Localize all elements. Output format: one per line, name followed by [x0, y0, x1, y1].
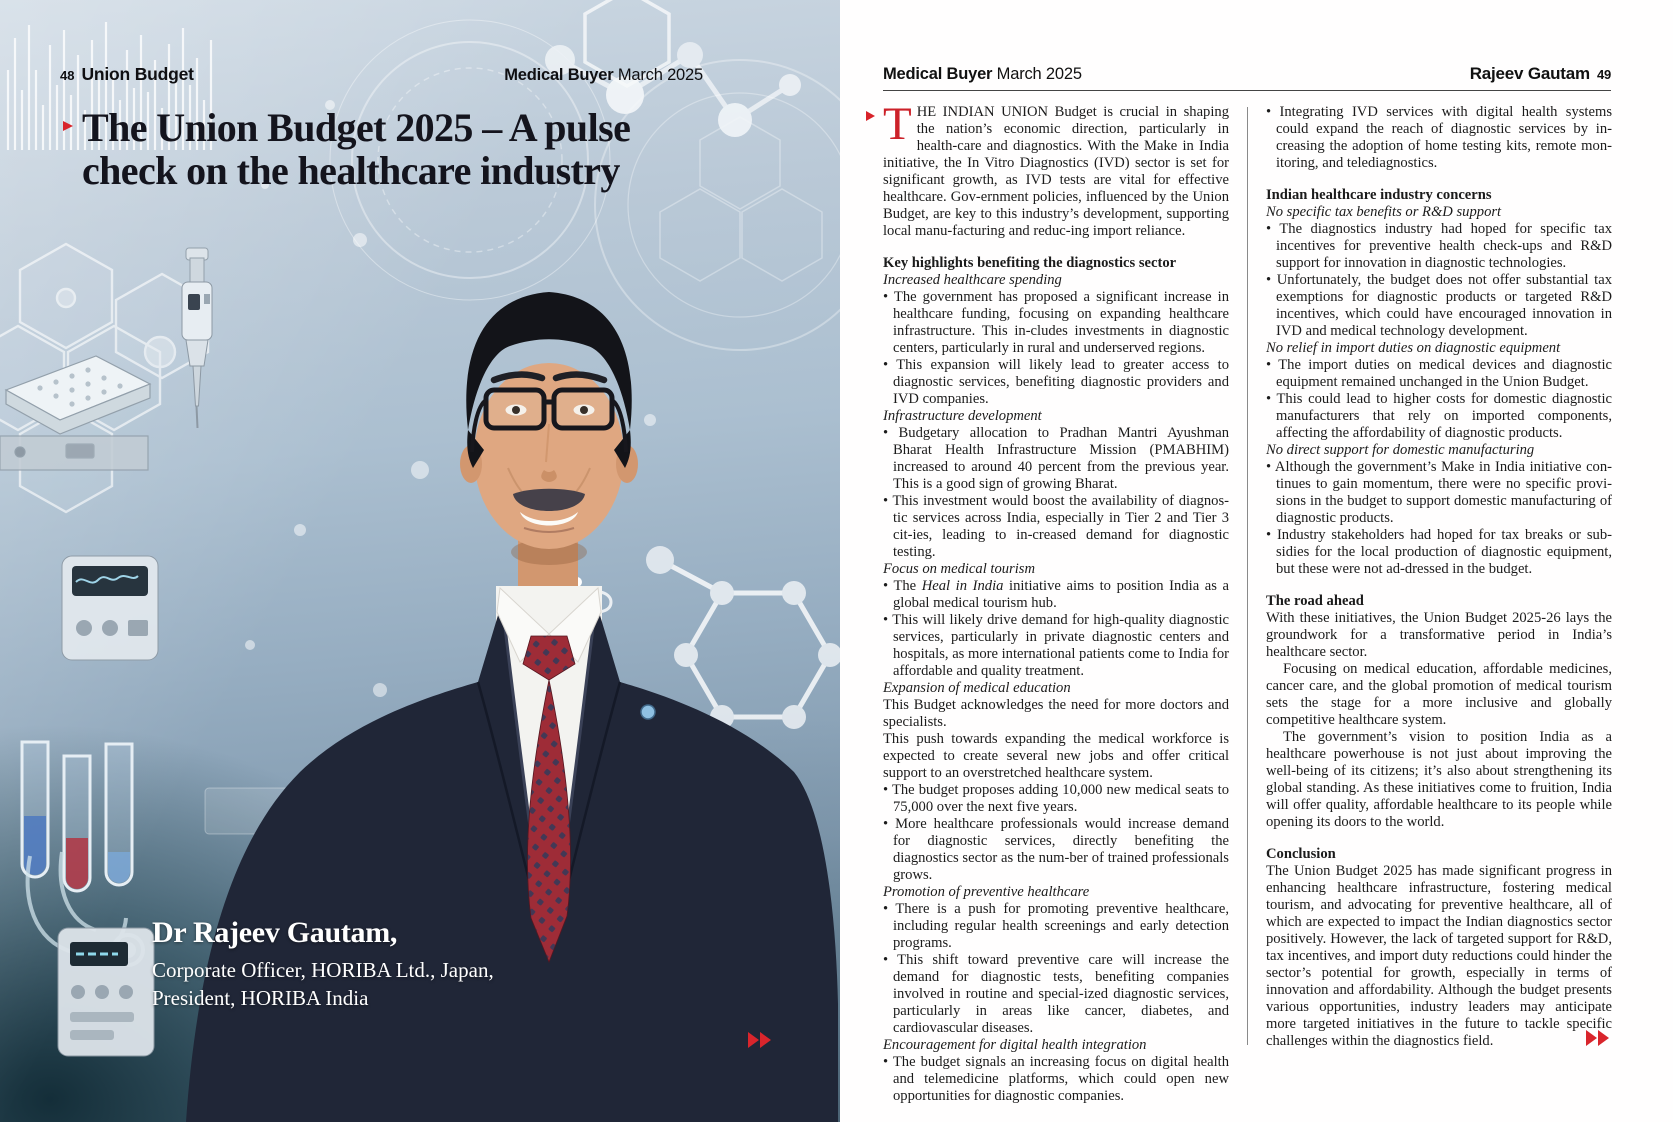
- article-subheading: Focus on medical tourism: [883, 561, 1036, 577]
- bullet-glyph: •: [883, 289, 894, 305]
- issue-date: March 2025: [617, 66, 703, 84]
- article-para-indent: Focusing on medical education, affordable medicines, cancer care, and the global promotion of medical tourism sets the stage for a more inclusive and globally competitive healthcare system.: [1266, 661, 1612, 728]
- article-bullet: • This shift toward preventive care will increase the demand for diagnostic tests, benefiting companies involved in routine and special-ized diagnostic services, particularly in areas like cancer, diabetes, and cardiovascular diseases.: [883, 952, 1230, 1036]
- bullet-glyph: •: [1266, 357, 1279, 373]
- article-bullet: • Industry stakeholders had hoped for tax breaks or sub-sidies for the local production of diagnostic equipment, but these were not ad-dressed in the budget.: [1266, 527, 1612, 577]
- author-caption: [152, 916, 494, 1012]
- article-bullet: • The import duties on medical devices and diagnostic equipment remained unchanged in the Union Budget.: [1266, 357, 1612, 390]
- lapel-pin: [641, 705, 655, 719]
- section-label: Union Budget: [81, 64, 194, 84]
- page-number-left: 48: [60, 68, 75, 83]
- article-bullet: • The budget proposes adding 10,000 new medical seats to 75,000 over the next five years.: [883, 782, 1229, 815]
- article-para: With these initiatives, the Union Budget 2025-26 lays the groundwork for a transformative period in India’s healthcare sector.: [1266, 610, 1612, 660]
- article-para-indent: The government’s vision to position India as a healthcare powerhouse is not just about improving the well-being of its citizens; it’s also about strengthening its global standing. As these initiatives come to fruition, India will offer quality, affordable healthcare to its people while opening its doors to the world.: [1266, 729, 1612, 830]
- article-subheading: Encouragement for digital health integration: [883, 1037, 1147, 1053]
- article-column-1: [883, 98, 1230, 1105]
- article-title: [82, 106, 630, 192]
- article-bullet: • Budgetary allocation to Pradhan Mantri Ayushman Bharat Health Infrastructure Mission (PMABHIM) increased to around 40 percent from the previous year. This is a good sign of growing Bharat.: [883, 425, 1229, 492]
- article-end-arrows-icon: [1586, 1030, 1612, 1046]
- magazine-name: Medical Buyer: [883, 65, 993, 83]
- article-heading: Conclusion: [1266, 846, 1336, 862]
- article-subheading: No relief in import duties on diagnostic equipment: [1266, 340, 1561, 356]
- bullet-glyph: •: [883, 782, 892, 798]
- article-bullet: • The diagnostics industry had hoped for specific tax incentives for preventive health check-ups and R&D support for innovation in diagnostic technologies.: [1266, 221, 1613, 271]
- page-number-right: 49: [1596, 67, 1611, 82]
- article-heading: Indian healthcare industry concerns: [1266, 187, 1492, 203]
- bullet-glyph: •: [883, 493, 893, 509]
- column-divider: [1247, 107, 1248, 1045]
- article-body: [883, 98, 1613, 1105]
- bullet-glyph: •: [883, 952, 898, 968]
- bullet-glyph: •: [883, 612, 893, 628]
- article-bullet: • Although the government’s Make in India initiative con-tinues to gain momentum, there were no specific provi-sions in the budget to support domestic manufacturing of diagnostic products.: [1266, 459, 1613, 526]
- article-bullet: • This could lead to higher costs for domestic diagnostic manufacturers that rely on imported components, affecting the affordability of diagnostic products.: [1266, 391, 1613, 441]
- left-page-header: [60, 64, 703, 85]
- article-para: The Union Budget 2025 has made significant progress in enhancing healthcare infrastructure, fostering medical tourism, and advocating for preventive healthcare, all of which are expected to impact the Indian diagnostics sector positively. However, the lack of targeted support for R&D, tax incentives, and import duty reductions could hinder the sector’s potential for growth, especially in terms of innovation and affordability. Although the budget presents various opportunities, industry leaders may anticipate more targeted initiatives in the future to tackle specific challenges within the diagnostics field.: [1266, 863, 1612, 1049]
- bullet-glyph: •: [883, 357, 897, 373]
- article-bullet: • Integrating IVD services with digital health systems could expand the reach of diagnostic services by in-creasing the adoption of home testing kits, remote mon-itoring, and telediagnostics.: [1266, 104, 1612, 171]
- article-bullet: • This expansion will likely lead to greater access to diagnostic services, benefiting diagnostic providers and IVD companies.: [883, 357, 1229, 407]
- bullet-glyph: •: [1266, 391, 1277, 407]
- article-title-line1: The Union Budget 2025 – A pulse: [82, 105, 631, 150]
- bullet-glyph: •: [883, 901, 896, 917]
- paragraph-start-marker-icon: [866, 111, 875, 121]
- article-lead: THE INDIAN UNION Budget is crucial in shaping the nation’s economic direction, particularly in health-care and diagnostics. With the Make in India initiative, the In Vitro Diagnostics (IVD) sector is set for significant growth, as IVD tests are vital for effective healthcare. Gov-ernment policies, influenced by the Union Budget, are key to this industry’s development, supporting local manu-facturing and reduc-ing import reliance.: [883, 98, 1229, 239]
- header-rule: [883, 90, 1611, 91]
- article-subheading: Infrastructure development: [883, 408, 1042, 424]
- right-page-header: [883, 64, 1611, 84]
- article-heading: Key highlights benefiting the diagnostics sector: [883, 255, 1177, 271]
- magazine-issue-label-right: [883, 65, 1082, 84]
- article-subheading: No specific tax benefits or R&D support: [1266, 204, 1502, 220]
- bullet-glyph: •: [1266, 459, 1275, 475]
- author-role-2: President, HORIBA India: [152, 986, 369, 1010]
- issue-date: March 2025: [996, 65, 1082, 83]
- bullet-glyph: •: [1266, 104, 1280, 120]
- article-bullet: • Unfortunately, the budget does not offer substantial tax exemptions for diagnostic products or targeted R&D incentives, which could have encouraged innovation in IVD and medical technology development.: [1266, 272, 1613, 339]
- bullet-glyph: •: [883, 425, 899, 441]
- article-bullet: • The Heal in India initiative aims to position India as a global medical tourism hub.: [883, 578, 1229, 611]
- section-header: [60, 64, 194, 85]
- article-title-line2: check on the healthcare industry: [82, 148, 620, 193]
- bullet-glyph: •: [883, 578, 894, 594]
- author-header-name: Rajeev Gautam: [1469, 64, 1590, 83]
- article-subheading: Promotion of preventive healthcare: [883, 884, 1090, 900]
- article-bullet: • The budget signals an increasing focus on digital health and telemedicine platforms, which could open new opportunities for diagnostic companies.: [883, 1054, 1229, 1104]
- title-marker-icon: [63, 121, 73, 131]
- author-page-label: [1470, 64, 1611, 84]
- bullet-glyph: •: [883, 1054, 893, 1070]
- article-subheading: Increased healthcare spending: [883, 272, 1062, 288]
- magazine-issue-label-left: [504, 66, 703, 85]
- article-bullet: • The government has proposed a significant increase in healthcare funding, focusing on expanding healthcare infrastructure. This in-cludes investments in diagnostic centers, particularly in rural and underserved regions.: [883, 289, 1229, 356]
- article-para: This push towards expanding the medical workforce is expected to create several new jobs and offer critical support to an overstretched healthcare system.: [883, 731, 1229, 781]
- bullet-glyph: •: [1266, 527, 1277, 543]
- drop-cap: T: [883, 98, 912, 150]
- article-bullet: • This will likely drive demand for high-quality diagnostic services, particularly in private diagnostic centers and hospitals, as more international patients come to India for affordable and quality treatment.: [883, 612, 1229, 679]
- article-heading: The road ahead: [1266, 593, 1364, 609]
- article-para: This Budget acknowledges the need for more doctors and specialists.: [883, 697, 1229, 730]
- bullet-glyph: •: [1266, 221, 1280, 237]
- article-subheading: No direct support for domestic manufacturing: [1266, 442, 1535, 458]
- article-bullet: • More healthcare professionals would increase demand for diagnostic services, directly benefiting the diagnostics sector as the num-ber of trained professionals grows.: [883, 816, 1230, 883]
- right-page: [840, 0, 1673, 1122]
- article-subheading: Expansion of medical education: [883, 680, 1071, 696]
- article-bullet: • There is a push for promoting preventive healthcare, including regular health screenings and early detection programs.: [883, 901, 1229, 951]
- bullet-glyph: •: [1266, 272, 1277, 288]
- article-bullet: • This investment would boost the availability of diagnos-tic services across India, especially in Tier 2 and Tier 3 cit-ies, leading to in-creased demand for diagnostic testing.: [883, 493, 1230, 560]
- continuation-arrows-icon: [748, 1032, 774, 1048]
- magazine-name: Medical Buyer: [504, 66, 614, 84]
- bullet-glyph: •: [883, 816, 896, 832]
- author-name: Dr Rajeev Gautam,: [152, 916, 398, 949]
- author-role-1: Corporate Officer, HORIBA Ltd., Japan,: [152, 958, 494, 982]
- article-column-2: [1266, 104, 1612, 1105]
